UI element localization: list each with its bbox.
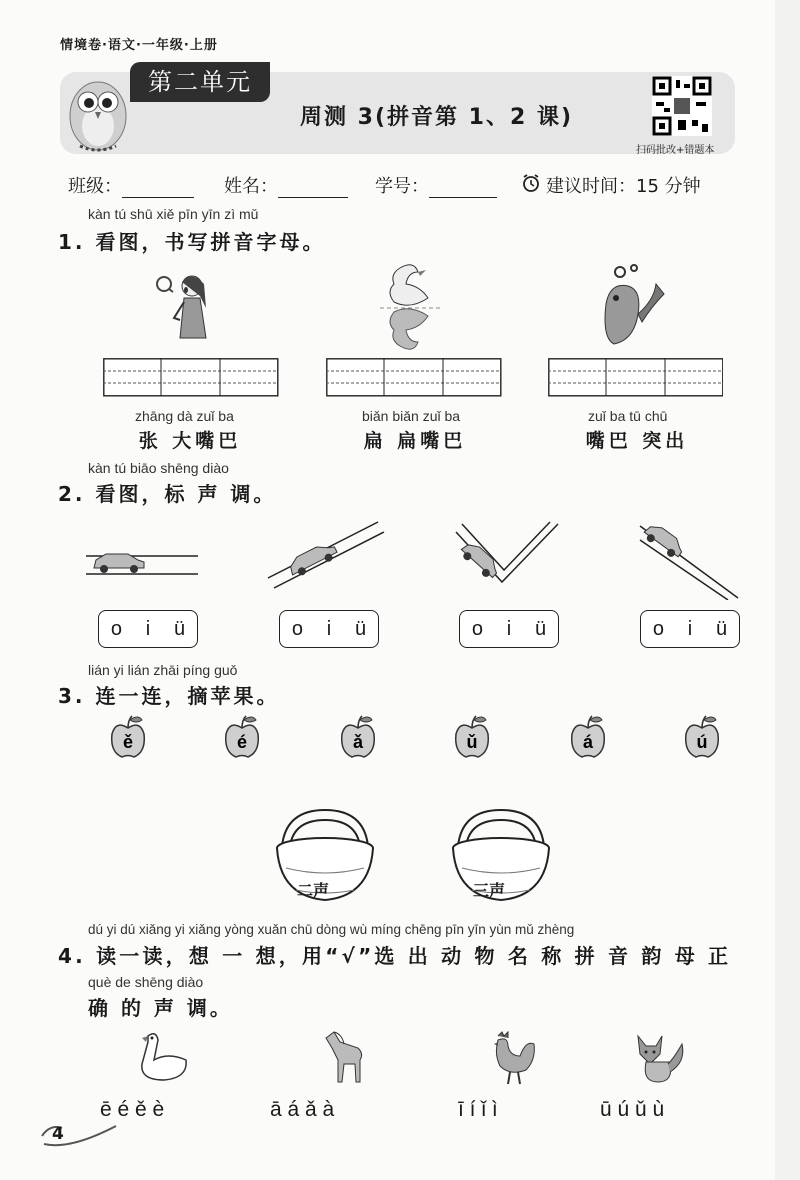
page-number: 4 [52, 1124, 64, 1144]
unit-tag: 第二单元 [130, 62, 270, 102]
apple-5-letter: á [582, 732, 594, 752]
tone-box-2[interactable] [279, 610, 379, 648]
vowel-u-umlaut[interactable]: ü [534, 617, 547, 640]
q1-item2-pinyin: biǎn biǎn zuǐ ba [362, 408, 461, 424]
writing-grid-3[interactable] [548, 358, 723, 396]
name-blank[interactable] [278, 175, 348, 198]
sheet-title: 周测 3(拼音第 1、2 课) [300, 105, 574, 130]
q2-prompt: 2. 看图，标 声 调。 [58, 482, 277, 506]
class-label: 班级： [68, 176, 122, 197]
apple-6-letter: ú [696, 732, 708, 752]
alarm-clock-icon [521, 173, 541, 193]
apple-6[interactable] [682, 714, 722, 760]
q1-prompt: 1. 看图，书写拼音字母。 [58, 230, 326, 254]
tone-options-goose[interactable]: ē é ě è [100, 1098, 165, 1121]
apple-4-letter: ǔ [466, 732, 478, 752]
apple-5[interactable] [568, 714, 608, 760]
q1-item3-caption: 嘴巴 突出 [585, 430, 689, 452]
apple-3-letter: ǎ [352, 732, 364, 752]
apple-2[interactable] [222, 714, 262, 760]
vowel-o[interactable]: o [110, 617, 122, 640]
car-rising-icon [266, 520, 386, 590]
owl-mascot-icon [58, 64, 138, 160]
qr-caption: 扫码批改+错题本 [636, 145, 715, 156]
class-blank[interactable] [122, 175, 194, 198]
apple-1[interactable] [108, 714, 148, 760]
vowel-i[interactable]: i [145, 617, 151, 640]
q3-pinyin: lián yi lián zhāi píng guǒ [88, 662, 238, 678]
q1-item1-pinyin: zhāng dà zuǐ ba [135, 408, 234, 424]
q1-item3-pinyin: zuǐ ba tū chū [588, 408, 668, 424]
q4-prompt-line1: 4. 读一读，想 一 想，用“√”选 出 动 物 名 称 拼 音 韵 母 正 [58, 944, 732, 968]
apple-4[interactable] [452, 714, 492, 760]
car-flat-icon [86, 520, 201, 580]
tone-box-4[interactable] [640, 610, 740, 648]
horse-icon [318, 1028, 368, 1086]
girl-icon [150, 268, 220, 348]
basket-label-3rd-tone: 三声 [473, 881, 506, 900]
q3-prompt: 3. 连一连，摘苹果。 [58, 684, 280, 708]
tone-options-rooster[interactable]: ī í ǐ ì [458, 1098, 498, 1121]
vowel-u-umlaut[interactable]: ü [354, 617, 367, 640]
vowel-i[interactable]: i [326, 617, 332, 640]
tone-options-horse[interactable]: ā á ǎ à [270, 1098, 335, 1121]
basket-label-2nd-tone: 二声 [297, 881, 330, 900]
vowel-i[interactable]: i [687, 617, 693, 640]
fox-icon [630, 1032, 686, 1084]
vowel-o[interactable]: o [471, 617, 483, 640]
id-field[interactable] [375, 172, 497, 198]
class-field[interactable] [68, 172, 194, 198]
goose-icon [134, 1030, 194, 1084]
q4-pinyin-line2: què de shēng diào [88, 974, 204, 990]
apple-2-letter: é [236, 732, 248, 752]
id-blank[interactable] [429, 175, 497, 198]
vowel-u-umlaut[interactable]: ü [173, 617, 186, 640]
q4-prompt-line2: 确 的 声 调。 [88, 996, 233, 1020]
tone-options-fox[interactable]: ū ú ǔ ù [600, 1098, 665, 1121]
car-falling-icon [638, 520, 748, 600]
apple-3[interactable] [338, 714, 378, 760]
rooster-icon [486, 1030, 538, 1086]
vowel-o[interactable]: o [291, 617, 303, 640]
qr-code-icon[interactable] [652, 76, 712, 136]
tone-box-3[interactable] [459, 610, 559, 648]
writing-grid-1[interactable] [103, 358, 278, 396]
series-title: 情境卷·语文·一年级·上册 [60, 38, 218, 53]
fish-icon [598, 264, 668, 350]
tone-box-1[interactable] [98, 610, 198, 648]
apple-1-letter: ě [122, 732, 134, 752]
q1-item1-caption: 张 大嘴巴 [138, 430, 242, 452]
q4-pinyin-line1: dú yi dú xiǎng yi xiǎng yòng xuǎn chū dòng wù míng chēng pīn yīn yùn mǔ zhèng [88, 922, 575, 937]
vowel-i[interactable]: i [506, 617, 512, 640]
goose-icon [380, 262, 440, 352]
vowel-u-umlaut[interactable]: ü [715, 617, 728, 640]
q1-pinyin: kàn tú shū xiě pīn yīn zì mǔ [88, 206, 259, 222]
car-valley-icon [454, 520, 564, 590]
vowel-o[interactable]: o [652, 617, 664, 640]
id-label: 学号： [375, 176, 429, 197]
q2-pinyin: kàn tú biāo shēng diào [88, 460, 229, 476]
name-label: 姓名： [224, 176, 278, 197]
q1-item2-caption: 扁 扁嘴巴 [363, 430, 467, 452]
q1-writing-grids[interactable] [103, 358, 723, 398]
name-field[interactable] [224, 172, 348, 198]
writing-grid-2[interactable] [326, 358, 501, 396]
suggested-time: 建议时间：15 分钟 [546, 176, 701, 197]
